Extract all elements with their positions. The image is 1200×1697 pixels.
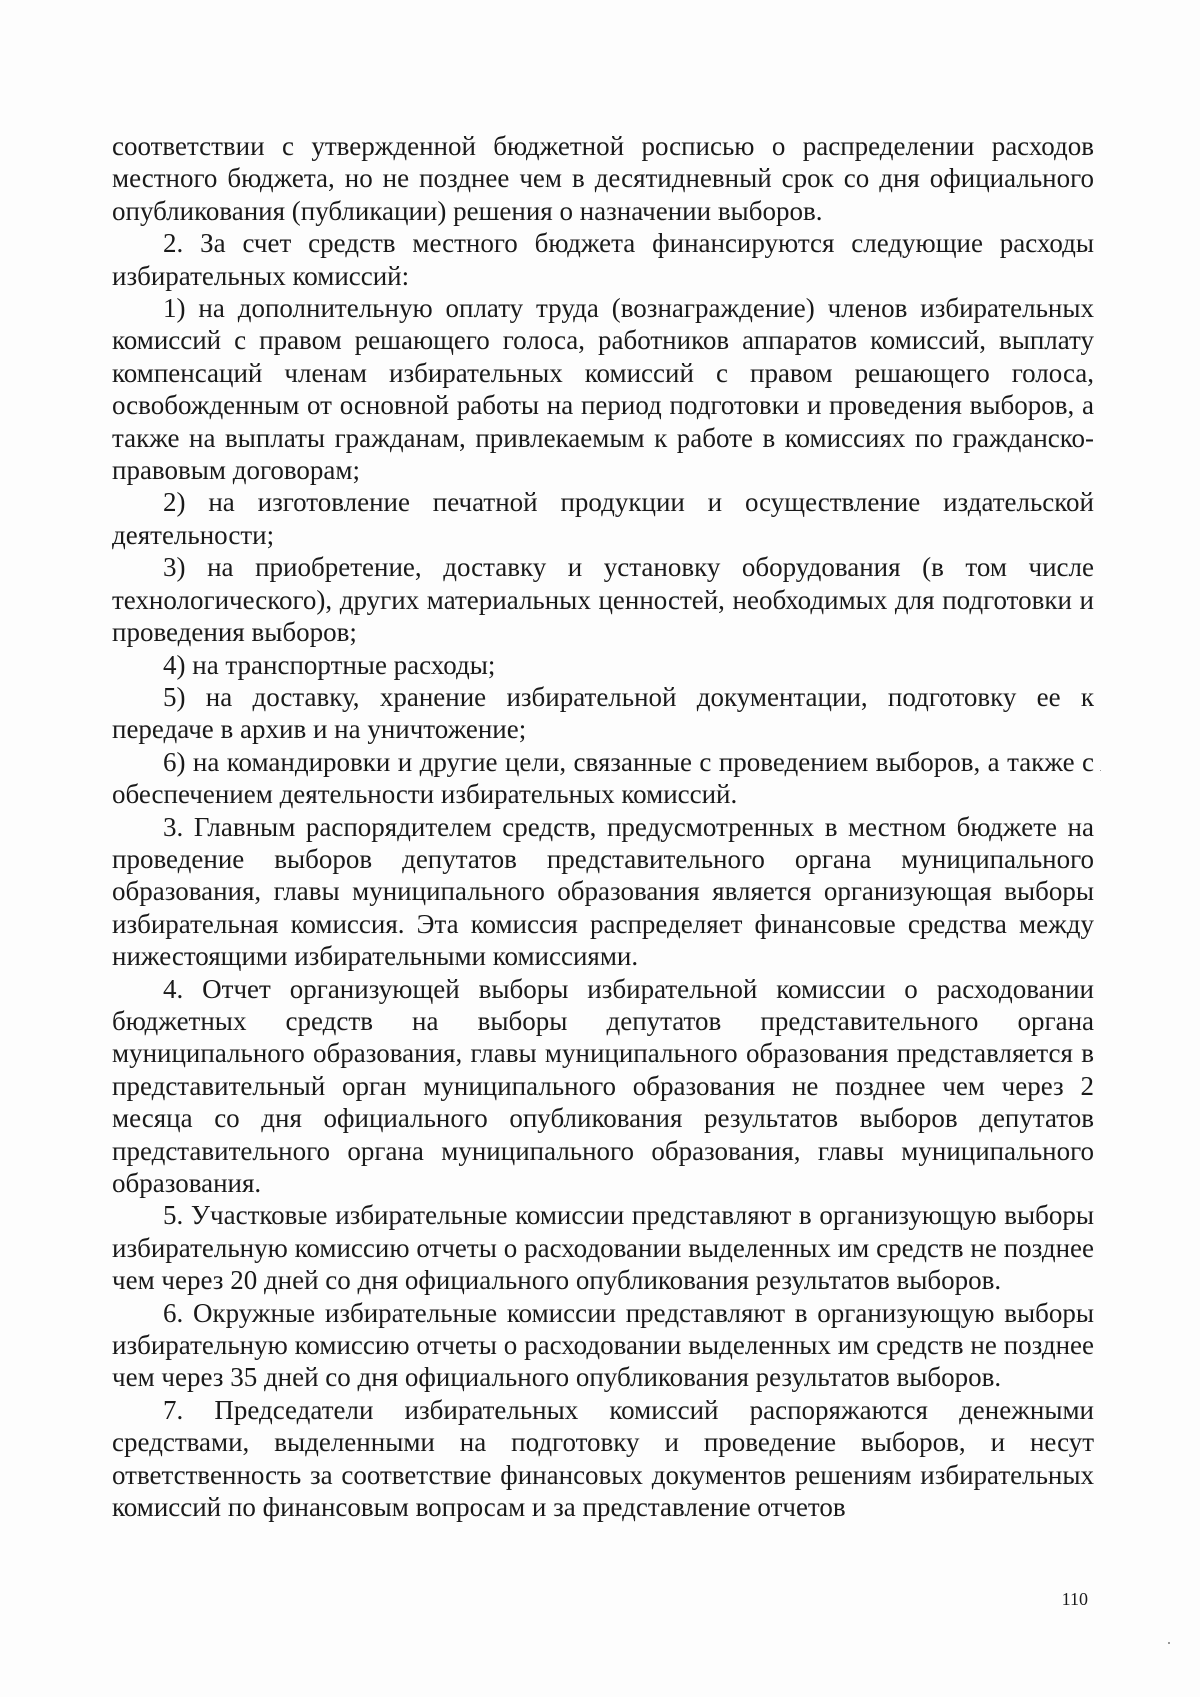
document-body [112,130,1094,1523]
scan-speck [1100,770,1101,771]
scan-speck [1168,1642,1170,1644]
paragraph-item-1: 1) на дополнительную оплату труда (вознаграждение) членов избирательных комиссий с правом решающего голоса, работников аппаратов комиссий, выплату компенсаций членам избирательных комиссий с правом решающего голоса, освобожденным от основной работы на период подготовки и проведения выборов, а также на выплаты гражданам, привлекаемым к работе в комиссиях по гражданско-правовым договорам; [112,293,1094,486]
paragraph-clause-3: 3. Главным распорядителем средств, предусмотренных в местном бюджете на проведение выборов депутатов представительного органа муниципального образования, главы муниципального образования является организующая выборы избирательная комиссия. Эта комиссия распределяет финансовые средства между нижестоящими избирательными комиссиями. [112,811,1094,972]
paragraph-item-6: 6) на командировки и другие цели, связанные с проведением выборов, а также с обеспечением деятельности избирательных комиссий. [112,746,1094,810]
page-number: 110 [1061,1589,1088,1609]
paragraph-clause-6: 6. Окружные избирательные комиссии представляют в организующую выборы избирательную комиссию отчеты о расходовании выделенных им средств не позднее чем через 35 дней со дня официального опубликования результатов выборов. [112,1297,1094,1393]
paragraph-clause-7: 7. Председатели избирательных комиссий распоряжаются денежными средствами, выделенными на подготовку и проведение выборов, и несут ответственность за соответствие финансовых документов решениям избирательных комиссий по финансовым вопросам и за представление отчетов [112,1394,1094,1523]
paragraph-clause-5: 5. Участковые избирательные комиссии представляют в организующую выборы избирательную комиссию отчеты о расходовании выделенных им средств не позднее чем через 20 дней со дня официального опубликования результатов выборов. [112,1200,1094,1296]
paragraph-item-4: 4) на транспортные расходы; [163,649,496,680]
paragraph-item-2: 2) на изготовление печатной продукции и осуществление издательской деятельности; [112,487,1094,550]
paragraph-item-3: 3) на приобретение, доставку и установку оборудования (в том числе технологического), других материальных ценностей, необходимых для подготовки и проведения выборов; [112,552,1094,648]
paragraph-item-5: 5) на доставку, хранение избирательной документации, подготовку ее к передаче в архив и на уничтожение; [112,681,1094,745]
paragraph-clause-2: 2. За счет средств местного бюджета финансируются следующие расходы избирательных комиссий: [112,228,1094,291]
paragraph-clause-4: 4. Отчет организующей выборы избирательной комиссии о расходовании бюджетных средств на выборы депутатов представительного органа муниципального образования, главы муниципального образования представляется в представительный орган муниципального образования не позднее чем через 2 месяца со дня официального опубликования результатов выборов депутатов представительного органа муниципального образования, главы муниципального образования. [112,973,1094,1198]
paragraph-continuation: соответствии с утвержденной бюджетной росписью о распределении расходов местного бюджета, но не позднее чем в десятидневный срок со дня официального опубликования (публикации) решения о назначении выборов. [112,131,1094,226]
